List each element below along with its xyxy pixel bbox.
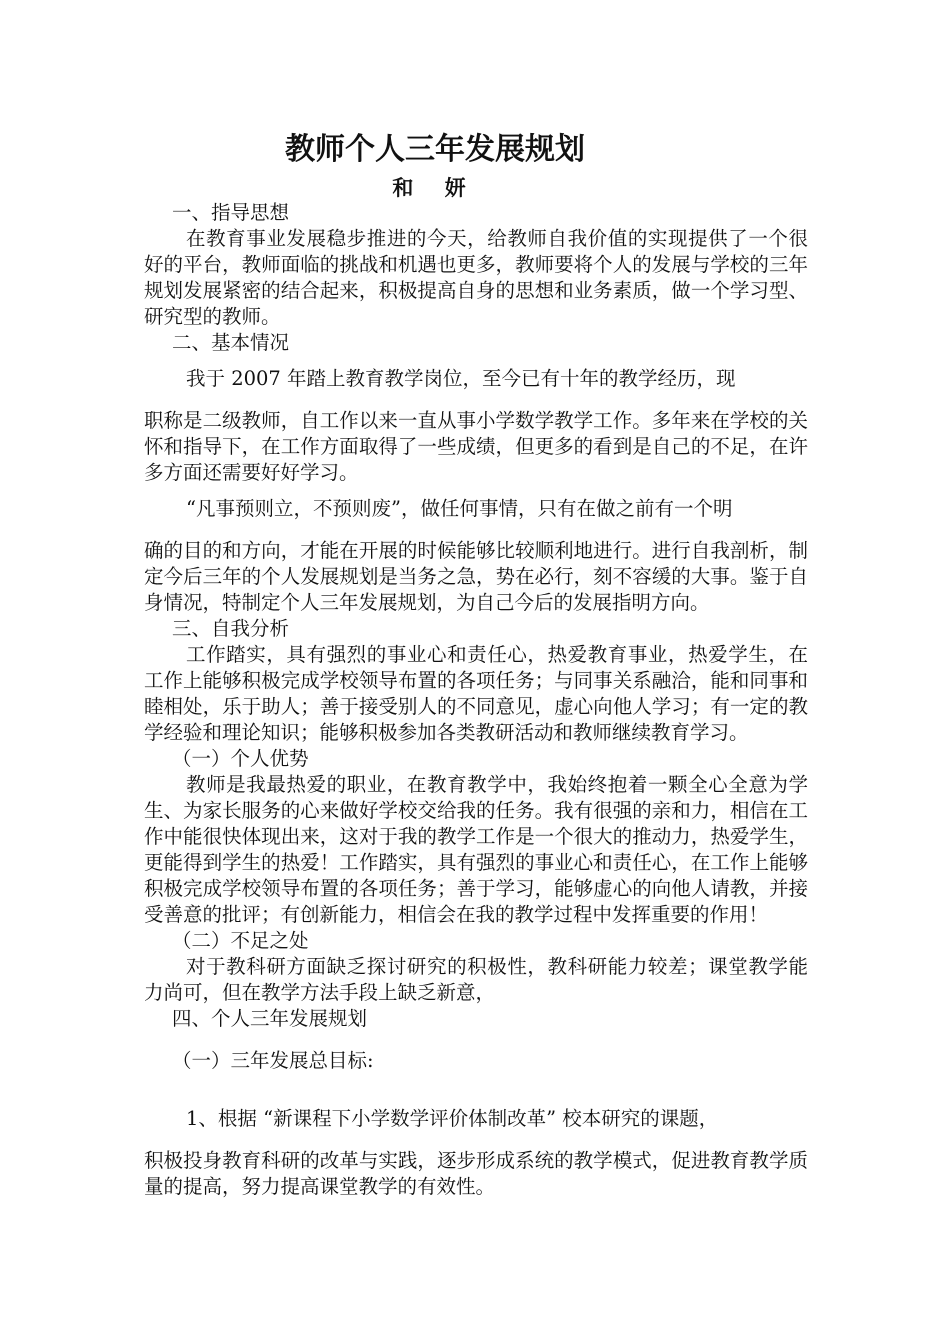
paragraph-guiding-thought: 在教育事业发展稳步推进的今天，给教师自我价值的实现提供了一个很好的平台，教师面临的挑战和机遇也更多，教师要将个人的发展与学校的三年规划发展紧密的结合起来，积极提高自身的思想和业务素质，做一个学习型、研究型的教师。 [144,227,808,328]
paragraph-basic-situation-line1: 我于 2007 年踏上教育教学岗位，至今已有十年的教学经历，现 [186,367,736,390]
paragraph-strengths: 教师是我最热爱的职业，在教育教学中，我始终抱着一颗全心全意为学生、为家长服务的心来做好学校交给我的任务。我有很强的亲和力，相信在工作中能很快体现出来，这对于我的教学工作是一个很大的推动力，热爱学生，更能得到学生的热爱！工作踏实，具有强烈的事业心和责任心，在工作上能够积极完成学校领导布置的各项任务；善于学习，能够虚心的向他人请教，并接受善意的批评；有创新能力，相信会在我的教学过程中发挥重要的作用！ [144,773,808,926]
paragraph-shortcomings: 对于教科研方面缺乏探讨研究的积极性，教科研能力较差；课堂教学能力尚可，但在教学方法手段上缺乏新意， [144,955,808,1004]
goal-item-1: 积极投身教育科研的改革与实践，逐步形成系统的教学模式，促进教育教学质量的提高，努力提高课堂教学的有效性。 [144,1149,808,1198]
subheading-strengths: （一）个人优势 [172,747,309,770]
section-heading-guiding-thought: 一、指导思想 [172,201,290,224]
subheading-overall-goal: （一）三年发展总目标: [172,1049,374,1072]
goal-item-1-line1: 1、根据 “新课程下小学数学评价体制改革” 校本研究的课题， [186,1107,719,1130]
document-author: 和 妍 [392,176,478,200]
subheading-shortcomings: （二）不足之处 [172,929,309,952]
paragraph-basic-situation: 职称是二级教师，自工作以来一直从事小学数学教学工作。多年来在学校的关怀和指导下，在工作方面取得了一些成绩，但更多的看到是自己的不足，在许多方面还需要好好学习。 [144,409,808,484]
document-body [144,200,808,1200]
section-heading-self-analysis: 三、自我分析 [172,617,290,640]
paragraph-self-analysis: 工作踏实，具有强烈的事业心和责任心，热爱教育事业，热爱学生，在工作上能够积极完成学校领导布置的各项任务；与同事关系融洽，能和同事和睦相处，乐于助人；善于接受别人的不同意见，虚心向他人学习；有一定的教学经验和理论知识；能够积极参加各类教研活动和教师继续教育学习。 [144,643,808,744]
section-heading-basic-situation: 二、基本情况 [172,331,290,354]
document-title: 教师个人三年发展规划 [285,132,585,167]
paragraph-planning-line1: “凡事预则立，不预则废”，做任何事情，只有在做之前有一个明 [186,497,733,520]
paragraph-planning: 确的目的和方向，才能在开展的时候能够比较顺利地进行。进行自我剖析，制定今后三年的个人发展规划是当务之急，势在必行，刻不容缓的大事。鉴于自身情况，特制定个人三年发展规划，为自己今后的发展指明方向。 [144,539,808,614]
section-heading-three-year-plan: 四、个人三年发展规划 [172,1007,368,1030]
